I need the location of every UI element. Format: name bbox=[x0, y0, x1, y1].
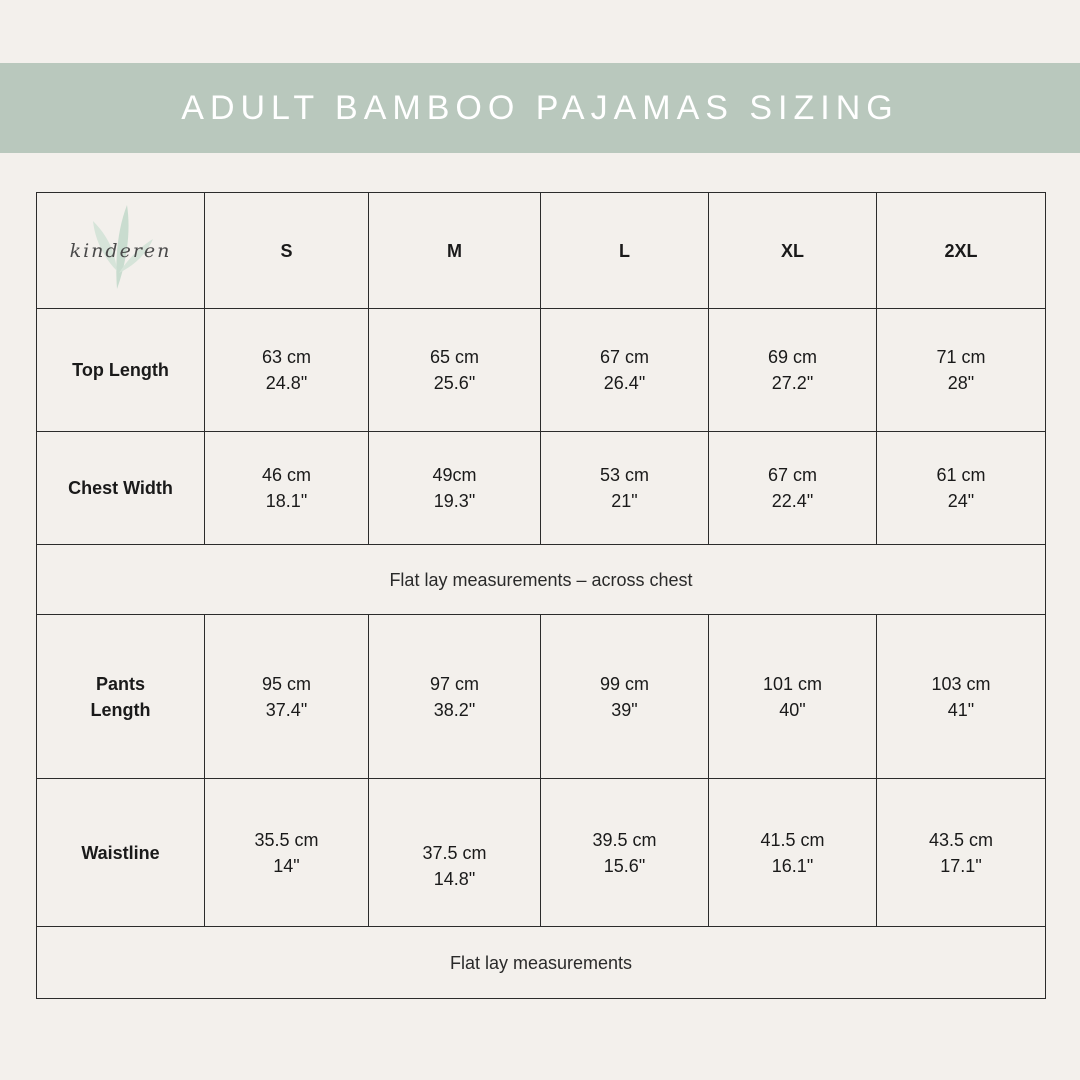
cm-value: 46 cm bbox=[261, 465, 312, 485]
size-header-2xl: 2XL bbox=[877, 193, 1046, 309]
inch-value: 19.3" bbox=[433, 491, 476, 511]
measurement-cell bbox=[205, 615, 369, 779]
measurement-cell bbox=[877, 432, 1046, 545]
cm-value: 95 cm bbox=[261, 673, 312, 694]
row-label bbox=[37, 615, 205, 779]
measurement-cell bbox=[205, 309, 369, 432]
measurement-cell bbox=[877, 615, 1046, 779]
table-row-chest-width bbox=[37, 432, 1046, 545]
table-row-top-length bbox=[37, 309, 1046, 432]
cm-value: 41.5 cm bbox=[760, 829, 825, 850]
inch-value: 17.1" bbox=[940, 855, 982, 876]
cm-value: 67 cm bbox=[767, 465, 818, 485]
measurement-cell bbox=[709, 309, 877, 432]
cm-value: 97 cm bbox=[429, 673, 480, 694]
inch-value: 40" bbox=[779, 699, 806, 720]
measurement-cell bbox=[709, 779, 877, 927]
inch-value: 14.8" bbox=[433, 868, 476, 889]
title-banner bbox=[0, 63, 1080, 153]
inch-value: 22.4" bbox=[771, 491, 814, 511]
measurement-cell bbox=[369, 615, 541, 779]
size-header-m: M bbox=[369, 193, 541, 309]
inch-value: 28" bbox=[947, 373, 975, 393]
row-label-text: Pants Length bbox=[90, 673, 151, 720]
cm-value: 103 cm bbox=[931, 673, 991, 694]
measurement-cell bbox=[541, 779, 709, 927]
row-label: Chest Width bbox=[37, 432, 205, 545]
page-title: ADULT BAMBOO PAJAMAS SIZING bbox=[181, 88, 899, 127]
table-row-pants-length bbox=[37, 615, 1046, 779]
size-header-xl: XL bbox=[709, 193, 877, 309]
measurement-cell bbox=[709, 615, 877, 779]
inch-value: 26.4" bbox=[603, 373, 646, 393]
measurement-cell bbox=[541, 615, 709, 779]
measurement-cell bbox=[205, 779, 369, 927]
inch-value: 24.8" bbox=[265, 373, 308, 393]
size-header-row bbox=[37, 193, 1046, 309]
inch-value: 15.6" bbox=[603, 855, 646, 876]
cm-value: 65 cm bbox=[429, 347, 480, 367]
note-row-bottom bbox=[37, 927, 1046, 999]
measurement-cell bbox=[709, 432, 877, 545]
cm-value: 99 cm bbox=[599, 673, 650, 694]
inch-value: 38.2" bbox=[433, 699, 476, 720]
cm-value: 49cm bbox=[432, 465, 477, 485]
measurement-cell bbox=[541, 309, 709, 432]
measurement-cell bbox=[877, 779, 1046, 927]
measurement-note: Flat lay measurements – across chest bbox=[37, 545, 1046, 615]
brand-name: kinderen bbox=[69, 239, 172, 262]
note-row-chest bbox=[37, 545, 1046, 615]
table-row-waistline bbox=[37, 779, 1046, 927]
inch-value: 16.1" bbox=[771, 855, 814, 876]
cm-value: 67 cm bbox=[599, 347, 650, 367]
inch-value: 27.2" bbox=[771, 373, 814, 393]
cm-value: 37.5 cm bbox=[422, 842, 487, 863]
size-chart-table bbox=[36, 192, 1046, 999]
measurement-cell bbox=[541, 432, 709, 545]
cm-value: 53 cm bbox=[599, 465, 650, 485]
measurement-cell bbox=[369, 309, 541, 432]
size-header-l: L bbox=[541, 193, 709, 309]
cm-value: 39.5 cm bbox=[592, 829, 657, 850]
measurement-cell bbox=[877, 309, 1046, 432]
inch-value: 41" bbox=[947, 699, 975, 720]
row-label: Waistline bbox=[37, 779, 205, 927]
measurement-cell bbox=[205, 432, 369, 545]
inch-value: 21" bbox=[611, 491, 638, 511]
inch-value: 18.1" bbox=[265, 491, 308, 511]
measurement-note: Flat lay measurements bbox=[37, 927, 1046, 999]
cm-value: 43.5 cm bbox=[928, 829, 994, 850]
cm-value: 71 cm bbox=[936, 347, 986, 367]
size-header-s: S bbox=[205, 193, 369, 309]
cm-value: 35.5 cm bbox=[254, 829, 319, 850]
row-label: Top Length bbox=[37, 309, 205, 432]
cm-value: 101 cm bbox=[762, 673, 823, 694]
cm-value: 61 cm bbox=[936, 465, 986, 485]
measurement-cell bbox=[369, 779, 541, 927]
brand-logo bbox=[37, 193, 205, 309]
inch-value: 25.6" bbox=[433, 373, 476, 393]
inch-value: 37.4" bbox=[265, 699, 308, 720]
inch-value: 14" bbox=[273, 855, 300, 876]
cm-value: 63 cm bbox=[261, 347, 312, 367]
measurement-cell bbox=[369, 432, 541, 545]
cm-value: 69 cm bbox=[767, 347, 818, 367]
inch-value: 39" bbox=[611, 699, 638, 720]
inch-value: 24" bbox=[947, 491, 975, 511]
